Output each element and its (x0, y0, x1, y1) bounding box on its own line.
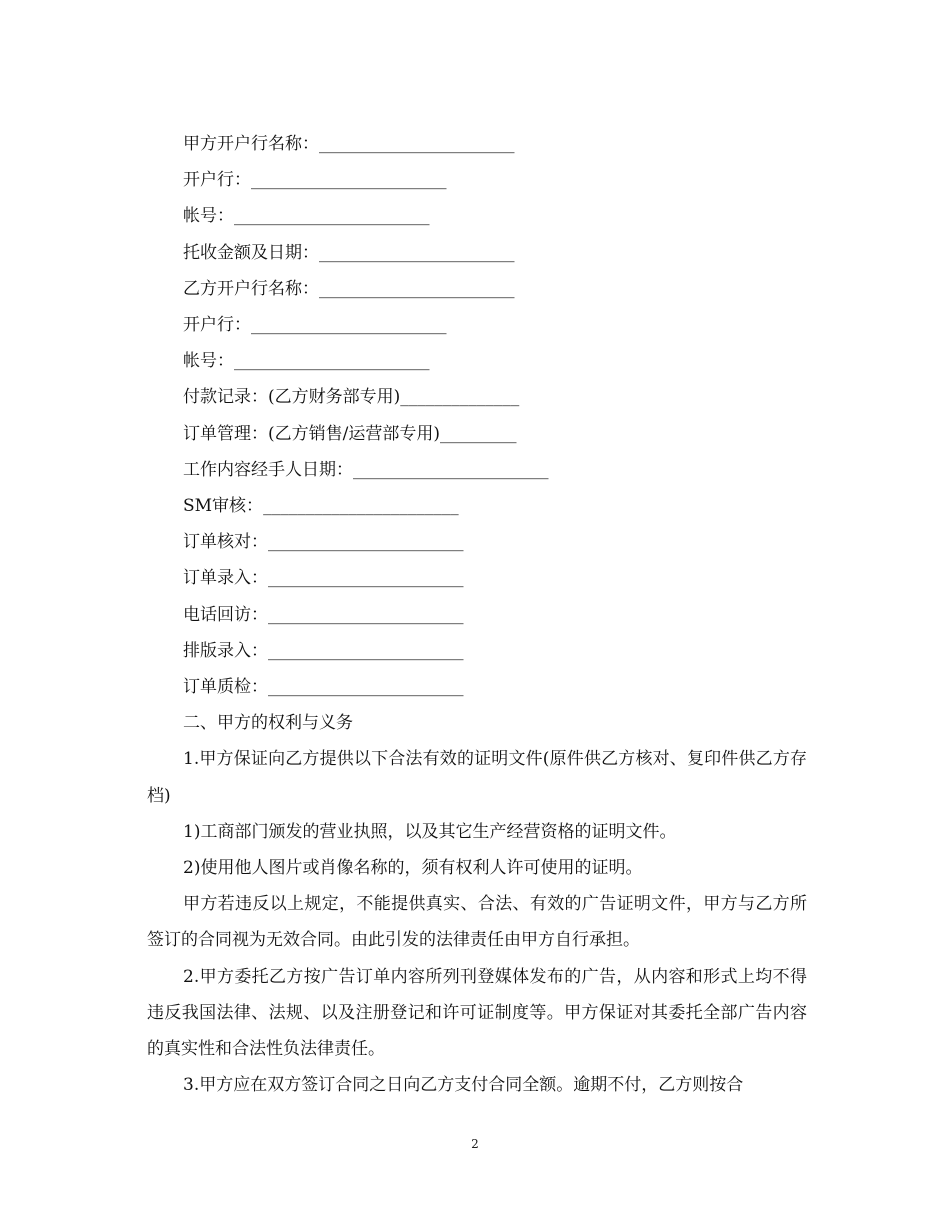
fill-blank: _______________________ (268, 604, 464, 625)
field-label: 乙方开户行名称： (183, 278, 319, 299)
fill-blank: _______________________ (268, 677, 464, 698)
field-label: 甲方开户行名称： (183, 134, 319, 154)
field-label: 电话回访： (183, 604, 268, 625)
field-label: 帐号： (183, 351, 234, 372)
paragraph: 2)使用他人图片或肖像名称的，须有权利人许可使用的证明。 (183, 858, 643, 879)
fill-blank: ______________ (400, 387, 520, 408)
fill-blank: _______________________ (263, 496, 459, 517)
field-label: 付款记录：(乙方财务部专用) (183, 387, 401, 408)
form-field-sm-review (147, 488, 807, 524)
form-field-party-b-account (147, 343, 807, 379)
field-label: 开户行： (183, 315, 251, 336)
fill-blank: _______________________ (268, 640, 464, 661)
fill-blank: _______________________ (234, 206, 430, 227)
field-label: 订单核对： (183, 532, 268, 553)
field-label: 订单录入： (183, 568, 268, 589)
paragraph: 1)工商部门颁发的营业执照，以及其它生产经营资格的证明文件。 (183, 821, 677, 842)
form-field-collection-amount-date (147, 235, 807, 271)
paragraph: 2.甲方委托乙方按广告订单内容所列刊登媒体发布的广告，从内容和形式上均不得违反我国法律、法规、以及注册登记和许可证制度等。甲方保证对其委托全部广告内容的真实性和合法性负法律责任。 (147, 966, 807, 1060)
field-label: 帐号： (183, 206, 234, 227)
fill-blank: _______________________ (268, 568, 464, 589)
form-field-handler-date (147, 452, 807, 488)
fill-blank: _______________________ (251, 315, 447, 336)
field-label: SM审核： (183, 496, 264, 517)
form-field-payment-record (147, 379, 807, 415)
form-field-order-check (147, 524, 807, 560)
form-field-order-management (147, 416, 807, 452)
page-number: 2 (471, 1137, 479, 1151)
document-body (147, 126, 807, 1103)
form-field-party-b-bank-name (147, 271, 807, 307)
field-label: 订单管理：(乙方销售/运营部专用) (183, 423, 440, 444)
field-label: 托收金额及日期： (183, 242, 319, 263)
form-field-party-a-bank-name (147, 126, 807, 162)
fill-blank: _______________________ (234, 351, 430, 372)
paragraph: 甲方若违反以上规定，不能提供真实、合法、有效的广告证明文件，甲方与乙方所签订的合同视为无效合同。由此引发的法律责任由甲方自行承担。 (147, 894, 807, 951)
form-field-layout-entry (147, 633, 807, 669)
field-label: 排版录入： (183, 640, 268, 661)
form-field-party-b-bank (147, 307, 807, 343)
section-heading: 二、甲方的权利与义务 (183, 713, 353, 734)
form-field-order-entry (147, 560, 807, 596)
field-label: 工作内容经手人日期： (183, 459, 353, 480)
field-label: 开户行： (183, 170, 251, 191)
fill-blank: _______________________ (319, 134, 515, 154)
fill-blank: _______________________ (319, 278, 515, 299)
fill-blank: _______________________ (268, 532, 464, 553)
form-field-party-a-bank (147, 162, 807, 198)
fill-blank: _______________________ (251, 170, 447, 191)
form-field-phone-followup (147, 597, 807, 633)
form-field-party-a-account (147, 198, 807, 234)
paragraph: 3.甲方应在双方签订合同之日向乙方支付合同全额。逾期不付，乙方则按合 (183, 1075, 744, 1096)
form-field-order-qc (147, 669, 807, 705)
paragraph: 1.甲方保证向乙方提供以下合法有效的证明文件(原件供乙方核对、复印件供乙方存档) (147, 749, 807, 806)
fill-blank: _______________________ (319, 242, 515, 263)
fill-blank: _________ (440, 423, 517, 444)
field-label: 订单质检： (183, 677, 268, 698)
fill-blank: _______________________ (353, 459, 549, 480)
